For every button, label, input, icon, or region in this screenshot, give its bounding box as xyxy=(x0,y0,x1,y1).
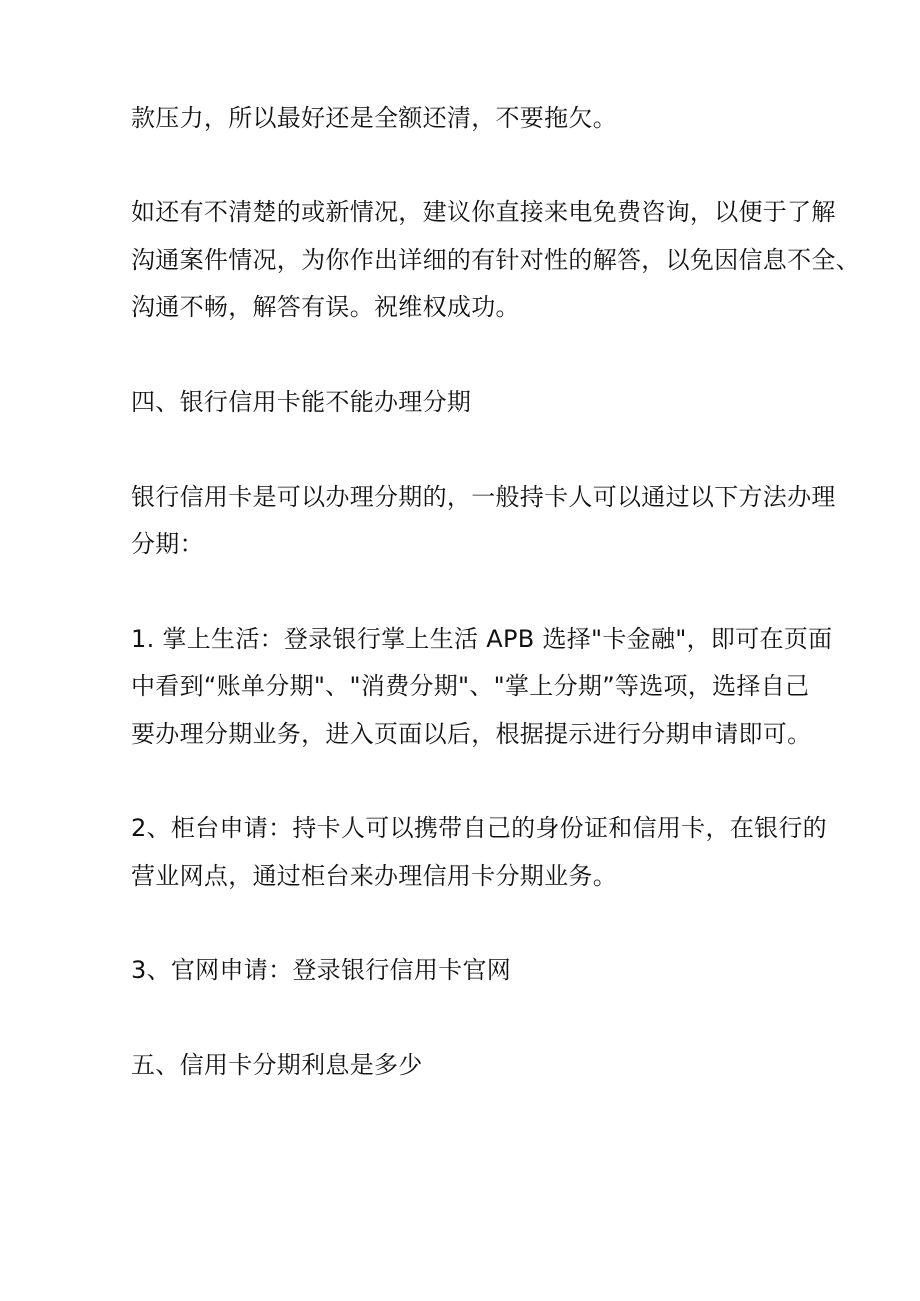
list-item-line: 中看到“账单分期"、"消费分期"、"掌上分期”等选项，选择自己 xyxy=(131,672,810,700)
list-item-line: 1. 掌上生活：登录银行掌上生活 APB 选择"卡金融"，即可在页面 xyxy=(131,625,833,653)
paragraph-line: 银行信用卡是可以办理分期的，一般持卡人可以通过以下方法办理 xyxy=(131,483,836,511)
list-item-line: 2、柜台申请：持卡人可以携带自己的身份证和信用卡，在银行的 xyxy=(131,814,827,842)
paragraph-line: 如还有不清楚的或新情况，建议你直接来电免费咨询，以便于了解 xyxy=(131,198,836,226)
list-item-line: 3、官网申请：登录银行信用卡官网 xyxy=(131,956,512,984)
section-heading: 四、银行信用卡能不能办理分期 xyxy=(131,388,472,416)
list-item-line: 营业网点，通过柜台来办理信用卡分期业务。 xyxy=(131,862,617,890)
list-item-line: 要办理分期业务，进入页面以后，根据提示进行分期申请即可。 xyxy=(131,720,812,748)
paragraph-line: 沟通案件情况，为你作出详细的有针对性的解答，以免因信息不全、 xyxy=(131,246,860,274)
paragraph-line: 沟通不畅，解答有误。祝维权成功。 xyxy=(131,293,520,321)
section-heading: 五、信用卡分期利息是多少 xyxy=(131,1051,423,1079)
paragraph-line: 分期： xyxy=(131,530,204,558)
paragraph-line: 款压力，所以最好还是全额还清，不要拖欠。 xyxy=(131,104,617,132)
